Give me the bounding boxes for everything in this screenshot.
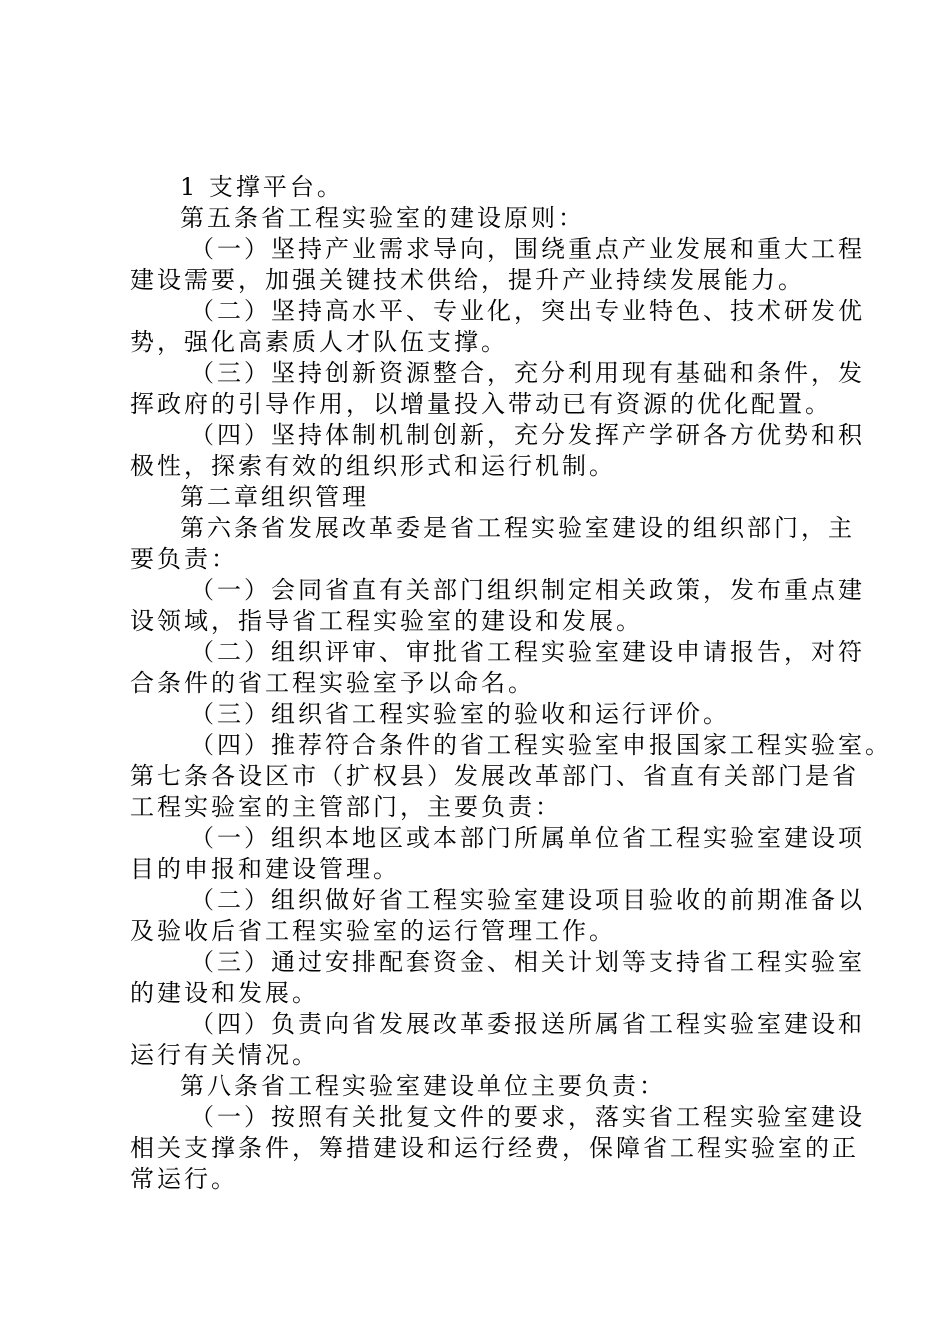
article-heading: 第五条省工程实验室的建设原则： <box>180 204 585 232</box>
text-line: （一）会同省直有关部门组织制定相关政策，发布重点建 <box>190 576 865 604</box>
text-line: 势，强化高素质人才队伍支撑。 <box>130 328 508 356</box>
text-line: 合条件的省工程实验室予以命名。 <box>130 669 535 697</box>
text-line: （四）坚持体制机制创新，充分发挥产学研各方优势和积 <box>190 421 865 449</box>
text-line: 相关支撑条件，筹措建设和运行经费，保障省工程实验室的正 <box>130 1134 859 1162</box>
text-line: 挥政府的引导作用，以增量投入带动已有资源的优化配置。 <box>130 390 832 418</box>
text-line: 的建设和发展。 <box>130 979 319 1007</box>
text-line: 1 支撑平台。 <box>180 173 344 201</box>
text-line: （二）坚持高水平、专业化，突出专业特色、技术研发优 <box>190 297 865 325</box>
text-line: （二）组织做好省工程实验室建设项目验收的前期准备以 <box>190 886 865 914</box>
chapter-heading: 第二章组织管理 <box>180 483 369 511</box>
text-line: 目的申报和建设管理。 <box>130 855 400 883</box>
text-line: （三）组织省工程实验室的验收和运行评价。 <box>190 700 730 728</box>
text-line: 常运行。 <box>130 1165 238 1193</box>
text-line: （二）组织评审、审批省工程实验室建设申请报告，对符 <box>190 638 865 666</box>
text-line: （三）通过安排配套资金、相关计划等支持省工程实验室 <box>190 948 865 976</box>
text-line: （一）按照有关批复文件的要求，落实省工程实验室建设 <box>190 1103 865 1131</box>
text-line: 极性，探索有效的组织形式和运行机制。 <box>130 452 616 480</box>
text-line: （四）负责向省发展改革委报送所属省工程实验室建设和 <box>190 1010 865 1038</box>
text-line: 运行有关情况。 <box>130 1041 319 1069</box>
article-heading: 第八条省工程实验室建设单位主要负责： <box>180 1072 666 1100</box>
article-heading: 第七条各设区市（扩权县）发展改革部门、省直有关部门是省 <box>130 762 859 790</box>
text-line: （三）坚持创新资源整合，充分利用现有基础和条件，发 <box>190 359 865 387</box>
text-line: 及验收后省工程实验室的运行管理工作。 <box>130 917 616 945</box>
text-line: （一）组织本地区或本部门所属单位省工程实验室建设项 <box>190 824 865 852</box>
text-line: 工程实验室的主管部门，主要负责： <box>130 793 562 821</box>
document-body <box>130 172 892 1195</box>
text-line: 要负责： <box>130 545 238 573</box>
text-line: （四）推荐符合条件的省工程实验室申报国家工程实验室。 <box>190 731 892 759</box>
article-heading: 第六条省发展改革委是省工程实验室建设的组织部门，主 <box>180 514 855 542</box>
text-line: 设领域，指导省工程实验室的建设和发展。 <box>130 607 643 635</box>
text-line: 建设需要，加强关键技术供给，提升产业持续发展能力。 <box>130 266 805 294</box>
text-line: （一）坚持产业需求导向，围绕重点产业发展和重大工程 <box>190 235 865 263</box>
